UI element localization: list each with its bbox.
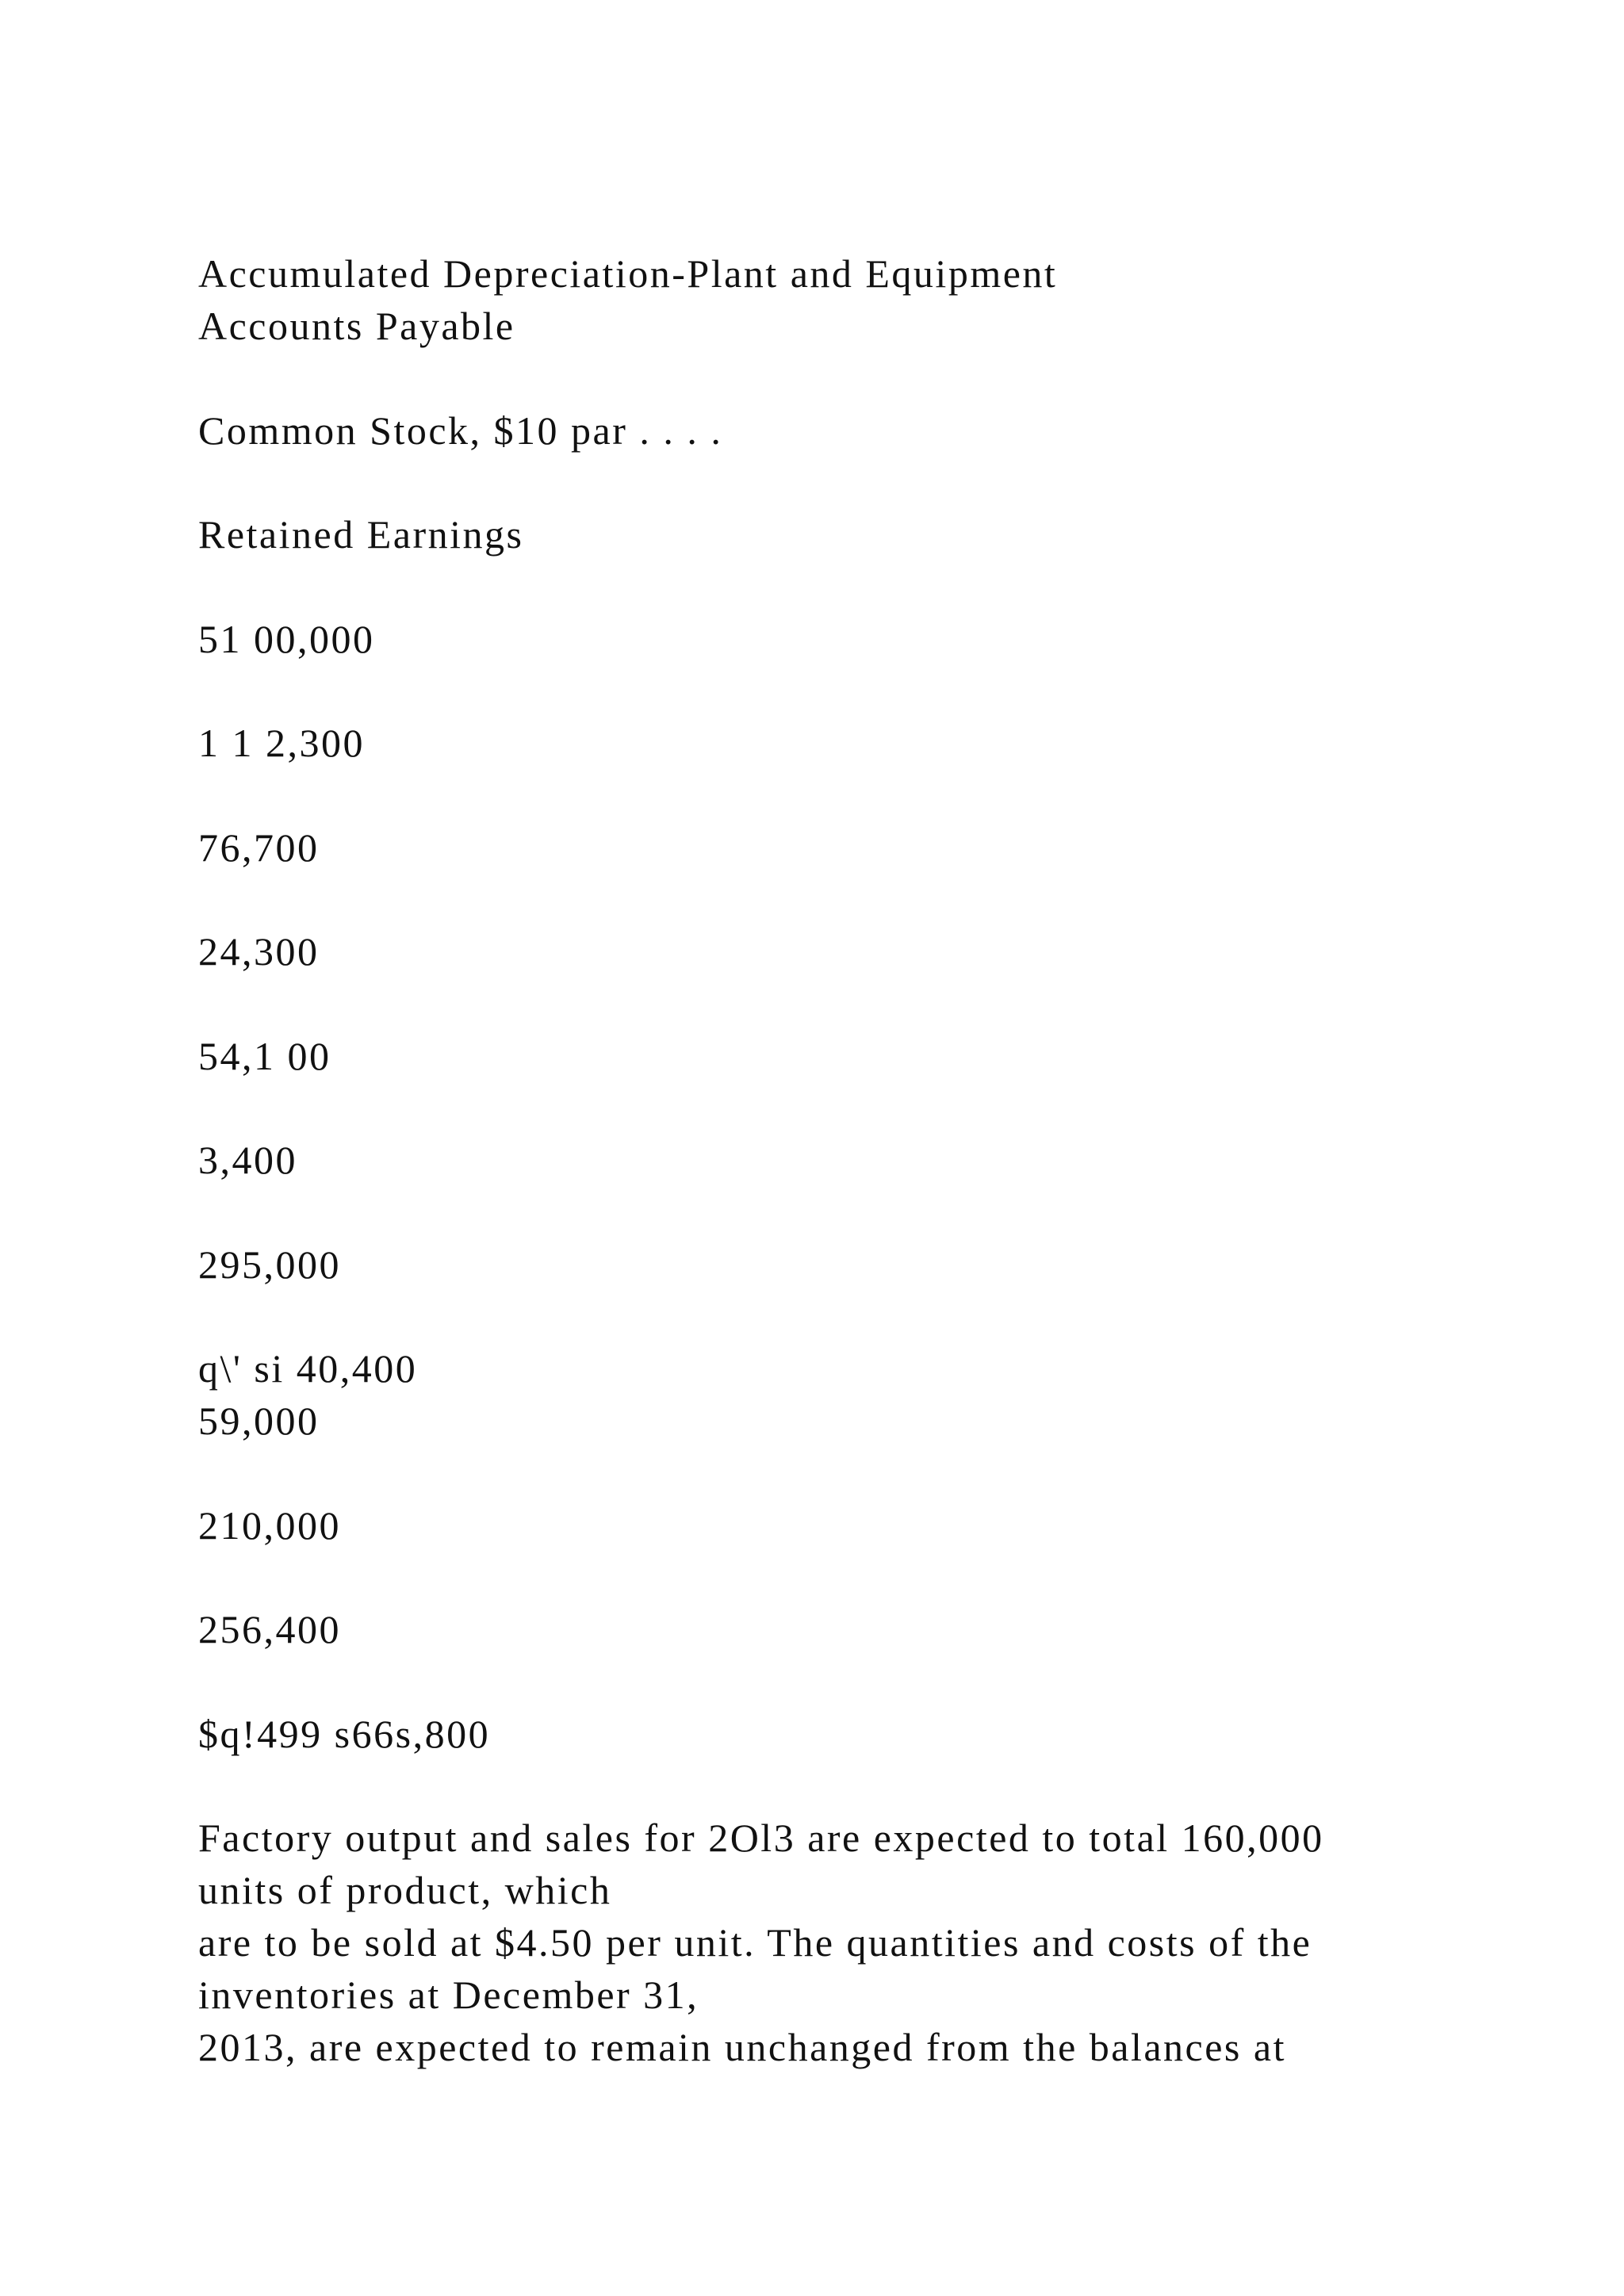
amount-value: 51 00,000 xyxy=(198,617,375,661)
amount-value: q\' si 40,400 xyxy=(198,1346,418,1391)
amount-value: 1 1 2,300 xyxy=(198,721,365,765)
amount-value: 210,000 xyxy=(198,1503,341,1548)
amount-value: 24,300 xyxy=(198,929,320,974)
paragraph-line: are to be sold at $4.50 per unit. The quantities and costs of the xyxy=(198,1920,1312,1965)
amount-value: $q!499 s66s,800 xyxy=(198,1712,491,1756)
paragraph-line: 2013, are expected to remain unchanged from the balances at xyxy=(198,2025,1286,2069)
paragraph-line: units of product, which xyxy=(198,1868,612,1912)
paragraph-line: inventories at December 31, xyxy=(198,1973,699,2017)
account-label: Accounts Payable xyxy=(198,304,515,348)
amount-value: 76,700 xyxy=(198,825,320,870)
account-label: Retained Earnings xyxy=(198,512,524,557)
amount-value: 295,000 xyxy=(198,1242,341,1287)
amount-value: 256,400 xyxy=(198,1607,341,1651)
amount-value: 54,1 00 xyxy=(198,1034,331,1078)
amount-value: 3,400 xyxy=(198,1138,297,1182)
account-label: Accumulated Depreciation-Plant and Equipment xyxy=(198,251,1058,296)
paragraph-line: Factory output and sales for 2Ol3 are expected to total 160,000 xyxy=(198,1816,1324,1860)
amount-value: 59,000 xyxy=(198,1399,320,1443)
account-label: Common Stock, $10 par . . . . xyxy=(198,408,723,453)
